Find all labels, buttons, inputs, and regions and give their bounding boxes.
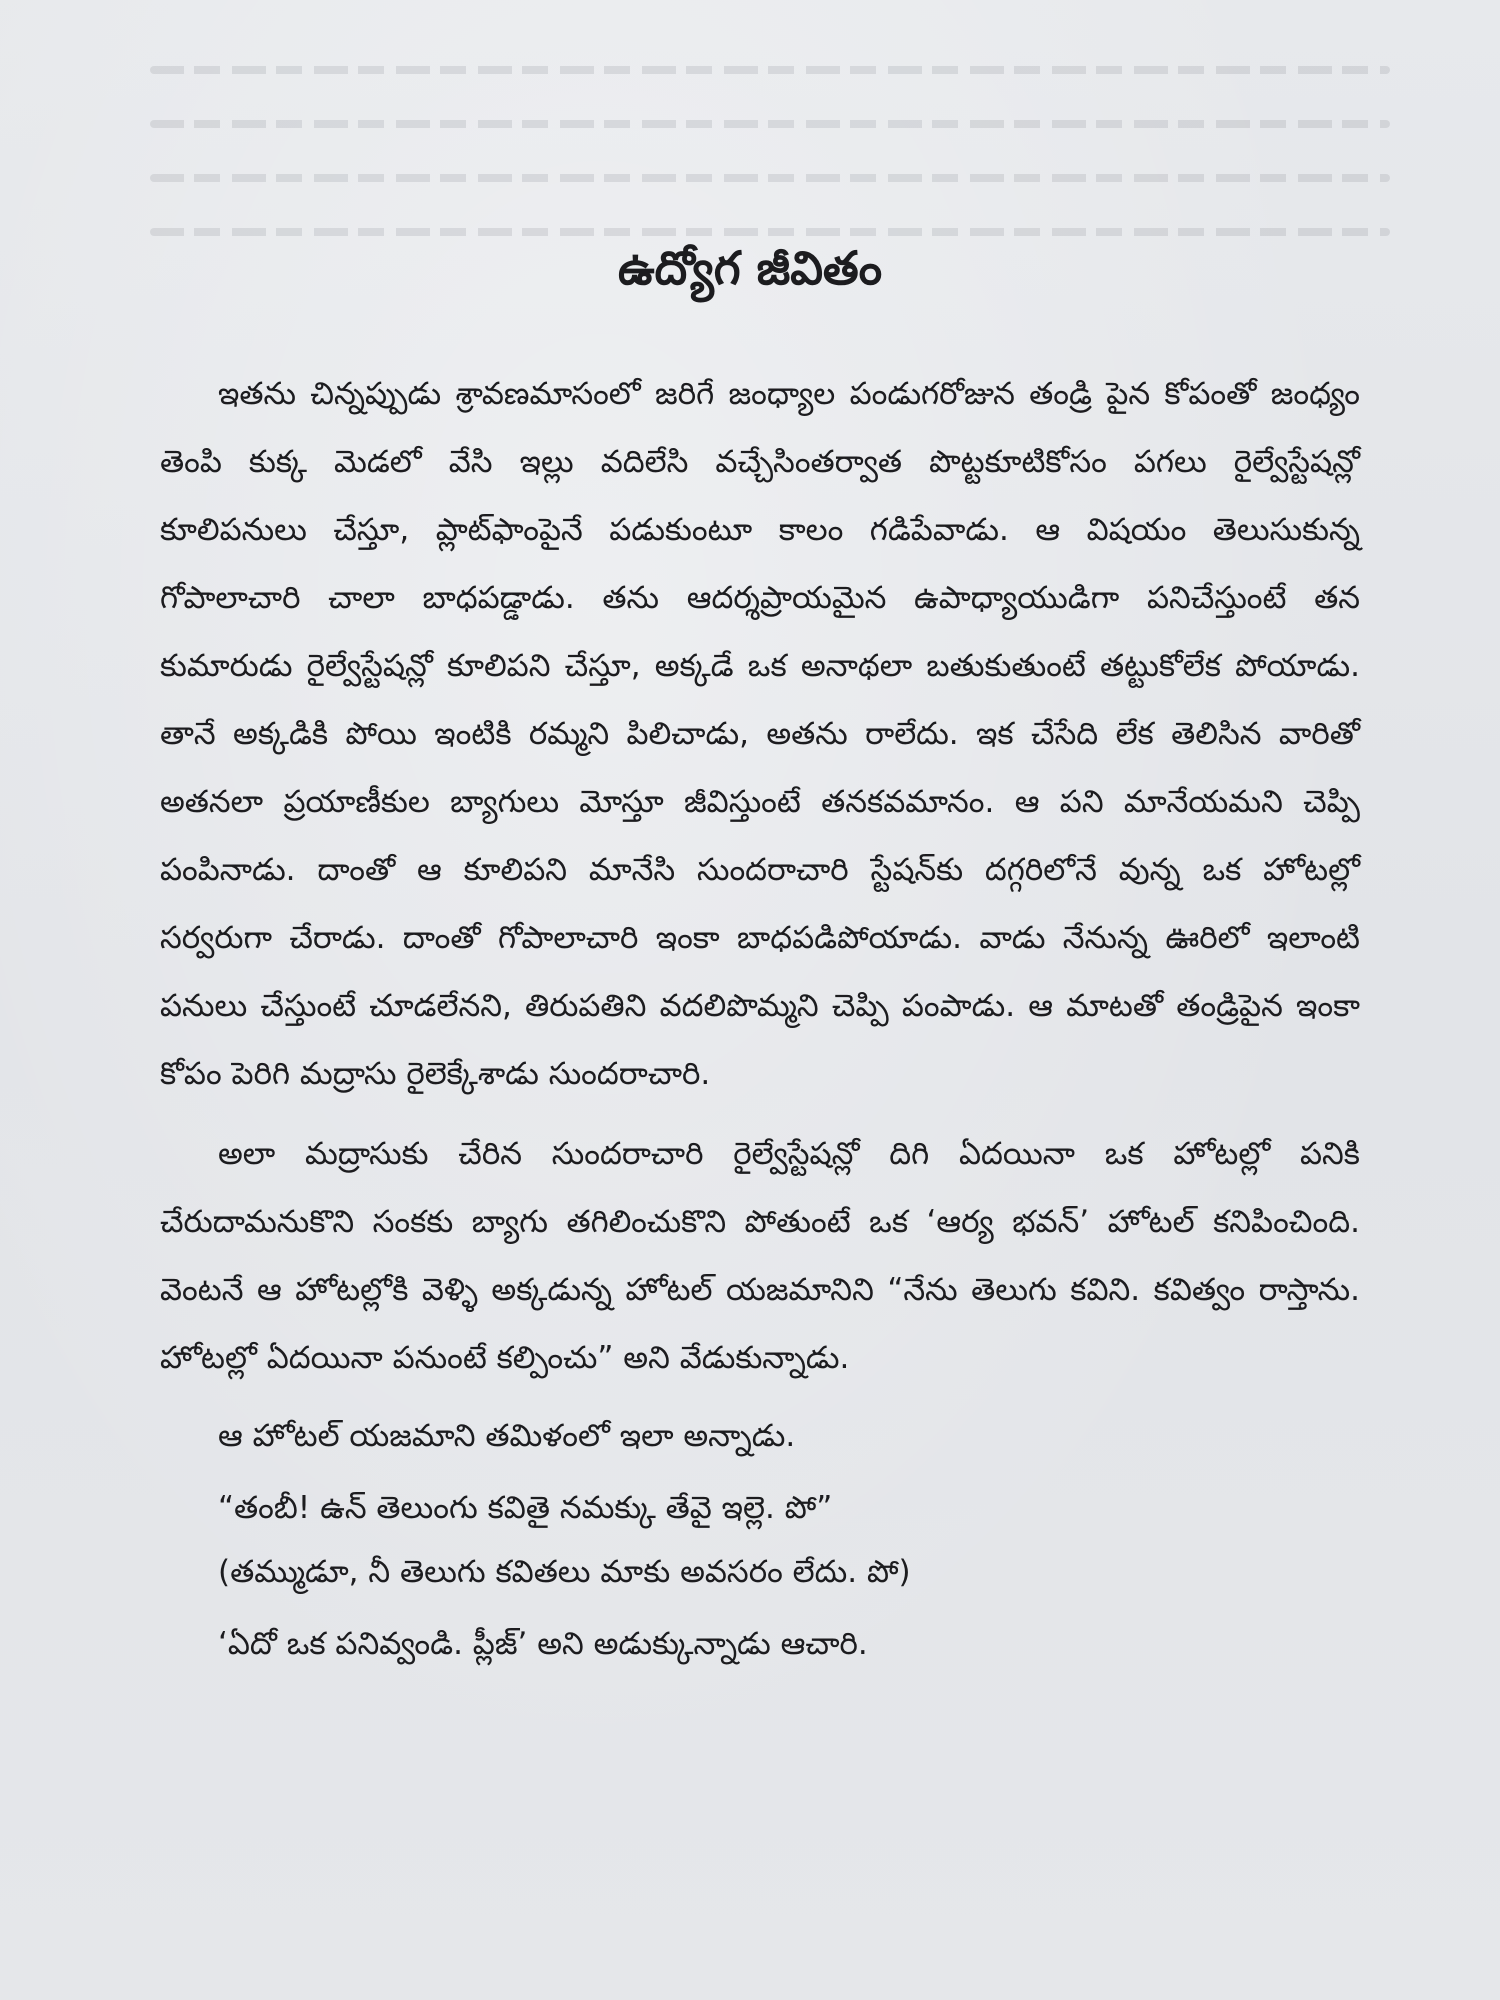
paragraph: ఇతను చిన్నప్పుడు శ్రావణమాసంలో జరిగే జంధ్యాల పండుగరోజున తండ్రి పైన కోపంతో జంధ్యం తెంపి కుక్క మెడలో వేసి ఇల్లు వదిలేసి వచ్చేసింతర్వాత పొట్టకూటికోసం పగలు రైల్వేస్టేషన్లో కూలిపనులు చేస్తూ, ప్లాట్‌ఫాంపైనే పడుకుంటూ కాలం గడిపేవాడు. ఆ విషయం తెలుసుకున్న గోపాలాచారి చాలా బాధపడ్డాడు. తను ఆదర్శప్రాయమైన ఉపాధ్యాయుడిగా పనిచేస్తుంటే తన కుమారుడు రైల్వేస్టేషన్లో కూలిపని చేస్తూ, అక్కడే ఒక అనాథలా బతుకుతుంటే తట్టుకోలేక పోయాడు. తానే అక్కడికి పోయి ఇంటికి రమ్మని పిలిచాడు, అతను రాలేదు. ఇక చేసేది లేక తెలిసిన వారితో అతనలా ప్రయాణీకుల బ్యాగులు మోస్తూ జీవిస్తుంటే తనకవమానం. ఆ పని మానేయమని చెప్పి పంపినాడు. దాంతో ఆ కూలిపని మానేసి సుందరాచారి స్టేషన్‌కు దగ్గరిలోనే వున్న ఒక హోటల్లో సర్వరుగా చేరాడు. దాంతో గోపాలాచారి ఇంకా బాధపడిపోయాడు. వాడు నేనున్న ఊరిలో ఇలాంటి పనులు చేస్తుంటే చూడలేనని, తిరుపతిని వదలిపొమ్మని చెప్పి పంపాడు. ఆ మాటతో తండ్రిపైన ఇంకా కోపం పెరిగి మద్రాసు రైలెక్కేశాడు సుందరాచారి.: [160, 376, 1360, 1092]
dialogue-line: ‘ఏదో ఒక పనివ్వండి. ప్లీజ్’ అని అడుక్కున్నాడు ఆచారి.: [218, 1626, 868, 1662]
bleed-through-text: [150, 20, 1390, 220]
chapter-title: ఉద్యోగ జీవితం: [617, 241, 883, 295]
dialogue-line: “తంబీ! ఉన్ తెలుంగు కవితై నమక్కు తేవై ఇల్లె. పో”: [218, 1490, 833, 1526]
chapter-body: [160, 360, 1360, 1676]
paragraph: అలా మద్రాసుకు చేరిన సుందరాచారి రైల్వేస్టేషన్లో దిగి ఏదయినా ఒక హోటల్లో పనికి చేరుదామనుకొని సంకకు బ్యాగు తగిలించుకొని పోతుంటే ఒక ‘ఆర్య భవన్’ హోటల్ కనిపించింది. వెంటనే ఆ హోటల్లోకి వెళ్ళి అక్కడున్న హోటల్ యజమానిని “నేను తెలుగు కవిని. కవిత్వం రాస్తాను. హోటల్లో ఏదయినా పనుంటే కల్పించు” అని వేడుకున్నాడు.: [160, 1136, 1360, 1376]
narration-line: ఆ హోటల్ యజమాని తమిళంలో ఇలా అన్నాడు.: [218, 1418, 796, 1454]
translation-line: (తమ్ముడూ, నీ తెలుగు కవితలు మాకు అవసరం లేదు. పో): [218, 1554, 911, 1590]
